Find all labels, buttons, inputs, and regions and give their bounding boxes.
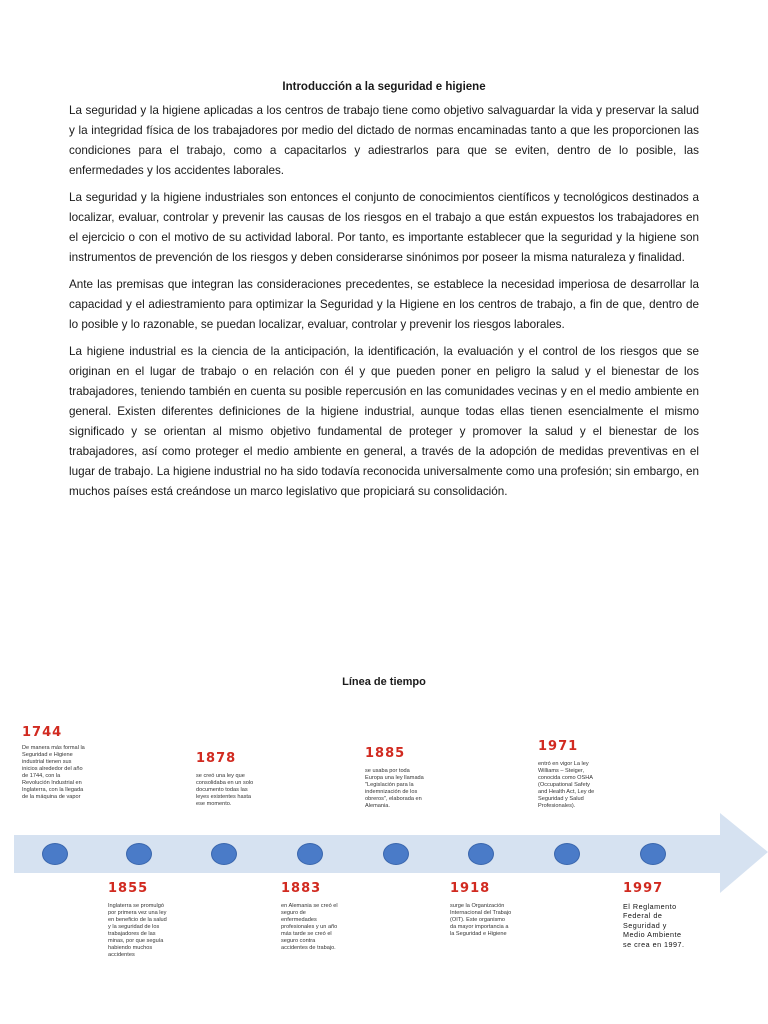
timeline-dot-1878 [211, 843, 237, 865]
event-text-1744: De manera más formal la Seguridad e Higiene industrial tienen sus inicios alrededor del año de 1744, con la Revolución Industrial en Inglaterra, con la llegada de la máquina de vapor [22, 745, 85, 800]
event-year-1918: 1918 [450, 881, 491, 896]
event-text-1855: Inglaterra se promulgó por primera vez una ley en beneficio de la salud y la seguridad de los trabajadores de las minas, por que seguía habiendo muchos accidentes [108, 903, 167, 958]
paragraph-3: Ante las premisas que integran las consideraciones precedentes, se establece la necesidad imperiosa de desarrollar la capacidad y el adiestramiento para optimizar la Seguridad y la Higiene en los centros de trabajo, a fin de que, dentro de lo posible y lo razonable, se puedan localizar, evaluar, controlar y prevenir los riesgos laborales. [69, 278, 699, 331]
event-year-1744: 1744 [22, 725, 63, 740]
event-text-1997: El Reglamento Federal de Seguridad y Medio Ambiente se crea en 1997. [623, 902, 685, 949]
event-text-1918: surge la Organización Internacional del Trabajo (OIT). Este organismo da mayor importancia a la Seguridad e Higiene [450, 903, 512, 937]
paragraph-1: La seguridad y la higiene aplicadas a los centros de trabajo tiene como objetivo salvaguardar la vida y preservar la salud y la integridad física de los trabajadores por medio del dictado de normas encaminadas tanto a que les proporcionen las condiciones para el trabajo, como a capacitarlos y adiestrarlos para que se eviten, dentro de lo posible, las enfermedades y los accidentes laborales. [69, 104, 699, 177]
timeline-dot-1744 [42, 843, 68, 865]
document-title: Introducción a la seguridad e higiene [282, 81, 486, 93]
event-year-1855: 1855 [108, 881, 149, 896]
timeline-dot-1918 [468, 843, 494, 865]
event-year-1883: 1883 [281, 881, 322, 896]
timeline-dot-1885 [383, 843, 409, 865]
timeline-dot-1883 [297, 843, 323, 865]
paragraph-2: La seguridad y la higiene industriales son entonces el conjunto de conocimientos científicos y tecnológicos destinados a localizar, evaluar, controlar y prevenir las causas de los riesgos en el trabajo a que están expuestos los trabajadores en el ejercicio o con el motivo de su actividad laboral. Por tanto, es importante establecer que la seguridad y la higiene son instrumentos de prevención de los riesgos y deben considerarse sinónimos por poseer la misma naturaleza y finalidad. [69, 191, 699, 264]
event-year-1971: 1971 [538, 739, 579, 754]
event-year-1885: 1885 [365, 746, 406, 761]
event-text-1885: se usaba por toda Europa una ley llamada "Legislación para la indemnización de los obreros", elaborada en Alemania. [365, 768, 424, 809]
event-text-1883: en Alemania se creó el seguro de enfermedades profesionales y un año más tarde se creó el seguro contra accidentes de trabajo. [281, 903, 338, 951]
timeline-title: Línea de tiempo [342, 676, 426, 688]
event-text-1971: entró en vigor La ley Williams – Steiger, conocida como OSHA (Occupational Safety and Health Act, Ley de Seguridad y Salud Profesionales). [538, 761, 595, 809]
paragraph-4: La higiene industrial es la ciencia de la anticipación, la identificación, la evaluación y el control de los riesgos que se originan en el lugar de trabajo o en relación con él y que pueden poner en peligro la salud y el bienestar de los trabajadores, teniendo también en cuenta su posible repercusión en las comunidades vecinas y en el medio ambiente en general. Existen diferentes definiciones de la higiene industrial, aunque todas ellas tienen esencialmente el mismo significado y se orientan al mismo objetivo fundamental de proteger y promover la salud y el bienestar de los trabajadores, así como proteger el medio ambiente en general, a través de la adopción de medidas preventivas en el lugar de trabajo. La higiene industrial no ha sido todavía reconocida universalmente como una profesión; sin embargo, en muchos países está creándose un marco legislativo que propiciará su consolidación. [69, 345, 699, 498]
timeline-dot-1855 [126, 843, 152, 865]
timeline-dot-1997 [640, 843, 666, 865]
event-year-1997: 1997 [623, 881, 664, 896]
timeline-dot-1971 [554, 843, 580, 865]
event-text-1878: se creó una ley que consolidaba en un solo documento todas las leyes existentes hasta ese momento. [196, 773, 254, 807]
event-year-1878: 1878 [196, 751, 237, 766]
